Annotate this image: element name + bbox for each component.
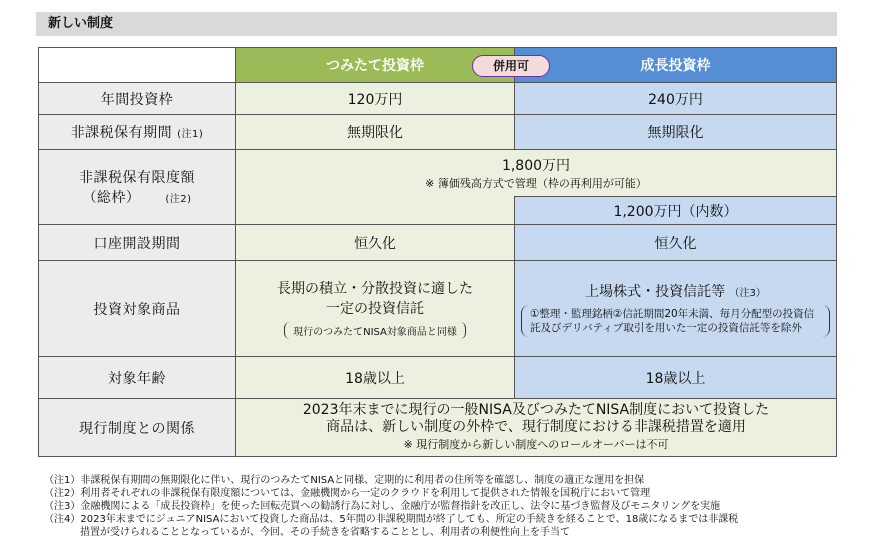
products-tsumitate-line2: 一定の投資信託 [326,301,424,317]
annual-tsumitate: 120万円 [236,83,515,115]
period-label-text: 非課税保有期間 [70,125,173,141]
footnote-1: （注1）非課税保有期間の無期限化に伴い、現行のつみたてNISAと同様、定期的に利用者の住所等を確認し、制度の適正な運用を担保 [44,475,645,486]
limit-tsumitate-blank [236,197,515,225]
account-tsumitate: 恒久化 [236,225,515,261]
age-seicho: 18歳以上 [515,357,837,399]
products-seicho-text: 上場株式・投資信託等 [585,283,726,300]
row-label-account: 口座開設期間 [39,225,236,261]
heiyo-badge: 併用可 [472,55,550,77]
footnotes [44,474,844,539]
footnote-4: （注4）2023年末までにジュニアNISAにおいて投資した商品は、5年間の非課税期間が終了しても、所定の手続きを経ることで、18歳になるまでは非課税 [44,514,739,525]
row-label-relation: 現行制度との関係 [39,399,236,457]
products-seicho-line [515,281,836,301]
products-tsumitate-line1: 長期の積立・分散投資に適した [277,281,473,297]
products-tsumitate-note: 現行のつみたてNISA対象商品と同様 [284,322,466,339]
header-tsumitate-label: つみたて投資枠 [326,58,424,74]
row-label-products: 投資対象商品 [39,261,236,357]
footnote-2: （注2）利用者それぞれの非課税保有限度額については、金融機関から一定のクラウドを利用して提供された情報を国税庁において管理 [44,488,651,499]
limit-label-line1: 非課税保有限度額 [79,170,195,186]
row-label-period [39,115,236,150]
limit-label-note: (注2) [165,194,192,205]
limit-total-cell [236,150,837,197]
limit-total-value: 1,800万円 [501,158,571,174]
nisa-comparison-table [38,47,837,457]
account-seicho: 恒久化 [515,225,837,261]
footnote-3: （注3）金融機関による「成長投資枠」を使った回転売買への勧誘行為に対し、金融庁が監督指針を改正し、法令に基づき監督及びモニタリングを実施 [44,501,721,512]
header-seicho: 成長投資枠 [515,48,837,83]
relation-cell [236,399,837,457]
period-seicho: 無期限化 [515,115,837,150]
relation-line3: ※ 現行制度から新しい制度へのロールオーバーは不可 [403,438,669,451]
products-seicho-note: （注3） [729,287,766,299]
products-tsumitate [236,261,515,357]
relation-line1: 2023年末までに現行の一般NISA及びつみたてNISA制度において投資した [302,402,770,418]
row-label-annual: 年間投資枠 [39,83,236,115]
relation-line2: 商品は、新しい制度の外枠で、現行制度における非課税措置を適用 [326,419,746,435]
row-label-limit [39,150,236,225]
limit-seicho: 1,200万円（内数） [515,197,837,225]
products-seicho-exclusions: ①整理・監理銘柄②信託期間20年未満、毎月分配型の投資信託及びデリバティブ取引を用いた一定の投資信託等を除外 [521,305,830,337]
annual-seicho: 240万円 [515,83,837,115]
header-tsumitate [236,48,529,83]
limit-total-sub: ※ 簿価残高方式で管理（枠の再利用が可能） [425,177,647,190]
period-label-note: (注1) [177,129,204,140]
limit-label-line2 [39,187,235,207]
age-tsumitate: 18歳以上 [236,357,515,399]
limit-label-sokuwaku: （総枠） [82,190,141,206]
period-tsumitate: 無期限化 [236,115,515,150]
section-title: 新しい制度 [36,12,837,36]
footnote-4-cont: 措置が受けられることとなっているが、今回、その手続きを省略することとし、利用者の利便性向上を手当て [80,527,570,538]
header-blank-cell [39,48,236,83]
products-seicho [515,261,837,357]
row-label-age: 対象年齢 [39,357,236,399]
